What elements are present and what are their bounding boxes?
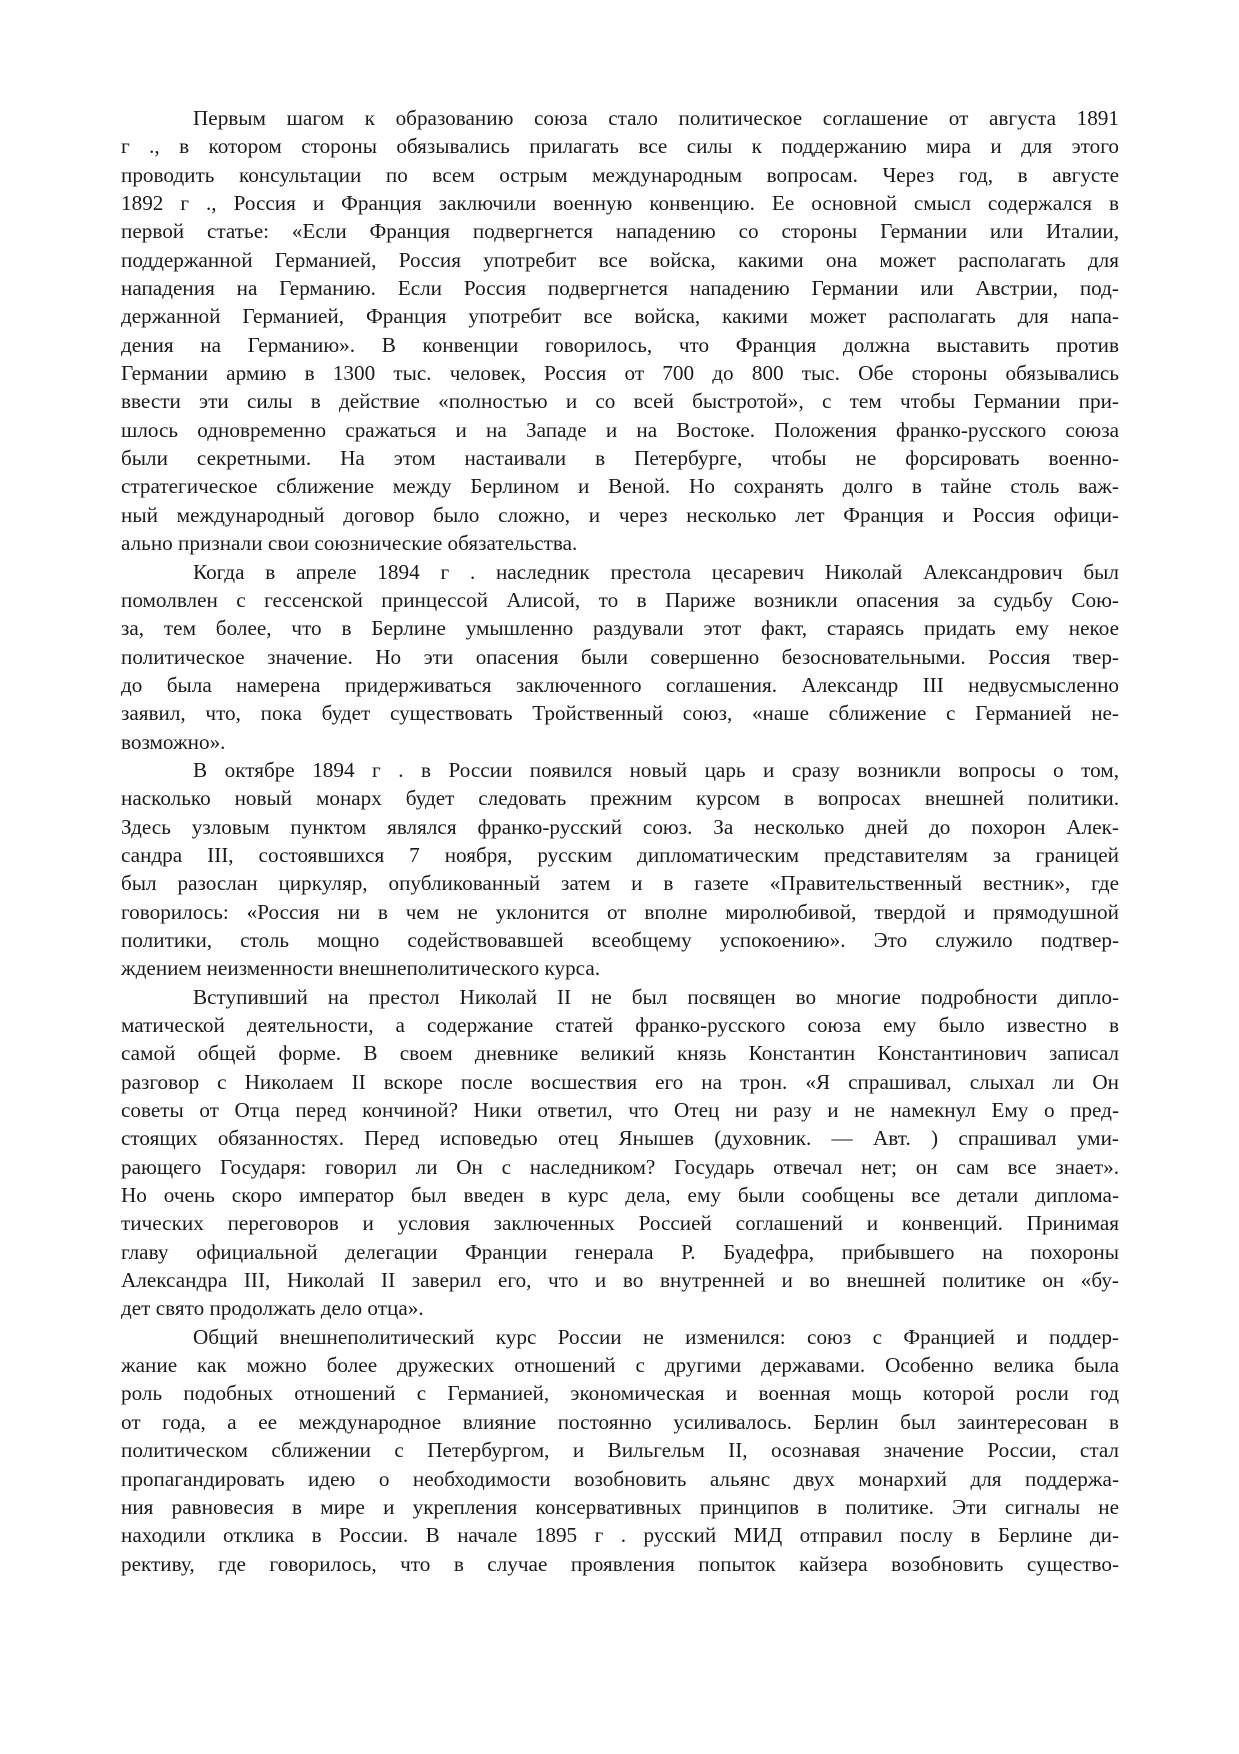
text-line: политическое значение. Но эти опасения были совершенно безосновательными. Россия твер- [121,644,1119,669]
text-line: Общий внешнеполитический курс России не изменился: союз с Францией и поддер- [193,1324,1119,1349]
text-line: Первым шагом к образованию союза стало политическое соглашение от августа 1891 [193,106,1119,130]
text-line: Вступивший на престол Николай II не был посвящен во многие подробности дипло- [193,984,1119,1009]
text-line: говорилось: «Россия ни в чем не уклонится от вполне миролюбивой, твердой и прямодушной [121,899,1119,924]
text-line: 1892 г ., Россия и Франция заключили военную конвенцию. Ее основной смысл содержался в [121,191,1119,216]
text-line: тических переговоров и условия заключенных Россией соглашений и конвенций. Принимая [121,1211,1119,1236]
text-line: насколько новый монарх будет следовать прежним курсом в вопросах внешней политики. [121,786,1119,811]
text-line: были секретными. На этом настаивали в Петербурге, чтобы не форсировать военно- [121,446,1119,471]
text-line: ждением неизменности внешнеполитического курса. [121,956,601,981]
paragraph-4 [121,983,1119,1323]
paragraph-1 [121,104,1119,558]
text-line: стоящих обязанностях. Перед исповедью отец Янышев (духовник. — Авт. ) спрашивал уми- [121,1126,1119,1151]
text-line: Когда в апреле 1894 г . наследник престола цесаревич Николай Александрович был [193,559,1119,584]
text-line: первой статье: «Если Франция подвергнется нападению со стороны Германии или Италии, [121,219,1119,244]
text-line: г ., в котором стороны обязывались прилагать все силы к поддержанию мира и для этого [121,134,1119,159]
text-line: находили отклика в России. В начале 1895 г . русский МИД отправил послу в Берлине ди- [121,1523,1119,1548]
text-line: дения на Германию». В конвенции говорилось, что Франция должна выставить против [121,332,1119,357]
text-line: советы от Отца перед кончиной? Ники ответил, что Отец ни разу и не намекнул Ему о пред- [121,1098,1119,1123]
text-line: В октябре 1894 г . в России появился новый царь и сразу возникли вопросы о том, [193,757,1119,782]
paragraph-3 [121,756,1119,983]
text-line: Александра III, Николай II заверил его, что и во внутренней и во внешней политике он «бу- [121,1268,1119,1293]
text-line: ально признали свои союзнические обязательства. [121,531,578,556]
text-line: проводить консультации по всем острым международным вопросам. Через год, в августе [121,162,1119,187]
text-line: поддержанной Германией, Россия употребит все войска, какими она может располагать для [121,247,1119,272]
text-line: главу официальной делегации Франции генерала Р. Буадефра, прибывшего на похороны [121,1239,1119,1264]
text-line: Германии армию в 1300 тыс. человек, Россия от 700 до 800 тыс. Обе стороны обязывались [121,361,1119,386]
text-line: самой общей форме. В своем дневнике великий князь Константин Константинович записал [121,1041,1119,1066]
text-line: шлось одновременно сражаться и на Западе и на Востоке. Положения франко-русского союза [121,417,1119,442]
paragraph-2 [121,558,1119,756]
text-line: роль подобных отношений с Германией, экономическая и военная мощь которой росли год [121,1381,1119,1406]
text-line: держанной Германией, Франция употребит все войска, какими может располагать для напа- [121,304,1119,329]
text-line: матической деятельности, а содержание статей франко-русского союза ему было известно в [121,1013,1119,1037]
text-line: ния равновесия в мире и укрепления консервативных принципов в политике. Эти сигналы не [121,1494,1119,1519]
document-page [121,104,1119,1578]
text-line: стратегическое сближение между Берлином и Веной. Но сохранять долго в тайне столь важ- [121,474,1119,499]
text-line: политики, столь мощно содействовавшей всеобщему успокоению». Это служило подтвер- [121,927,1119,952]
text-line: пропагандировать идею о необходимости возобновить альянс двух монархий для поддержа- [121,1466,1119,1491]
text-line: от года, а ее международное влияние постоянно усиливалось. Берлин был заинтересован в [121,1409,1119,1434]
text-line: рективу, где говорилось, что в случае проявления попыток кайзера возобновить существо- [121,1551,1119,1576]
text-line: политическом сближении с Петербургом, и Вильгельм II, осознавая значение России, стал [121,1438,1119,1463]
text-line: Но очень скоро император был введен в курс дела, ему были сообщены все детали диплома- [121,1183,1119,1208]
text-line: разговор с Николаем II вскоре после восшествия его на трон. «Я спрашивал, слыхал ли Он [121,1069,1119,1094]
text-line: до была намерена придерживаться заключенного соглашения. Александр III недвусмысленно [121,672,1119,697]
text-line: жание как можно более дружеских отношений с другими державами. Особенно велика была [121,1353,1119,1378]
text-line: рающего Государя: говорил ли Он с наследником? Государь отвечал нет; он сам все знает». [121,1154,1119,1179]
text-line: помолвлен с гессенской принцессой Алисой, то в Париже возникли опасения за судьбу Сою- [121,587,1119,612]
text-line: нападения на Германию. Если Россия подвергнется нападению Германии или Австрии, под- [121,276,1119,301]
text-line: дет свято продолжать дело отца». [121,1296,424,1321]
paragraph-5 [121,1323,1119,1578]
text-line: сандра III, состоявшихся 7 ноября, русским дипломатическим представителям за границей [121,842,1119,867]
text-line: за, тем более, что в Берлине умышленно раздували этот факт, стараясь придать ему некое [121,616,1119,641]
text-line: был разослан циркуляр, опубликованный затем и в газете «Правительственный вестник», где [121,871,1119,896]
text-line: ный международный договор было сложно, и через несколько лет Франция и Россия офици- [121,502,1119,527]
text-line: заявил, что, пока будет существовать Тройственный союз, «наше сближение с Германией не- [121,701,1119,726]
text-line: Здесь узловым пунктом являлся франко-русский союз. За несколько дней до похорон Алек- [121,814,1119,839]
text-line: ввести эти силы в действие «полностью и со всей быстротой», с тем чтобы Германии при- [121,389,1119,414]
text-line: возможно». [121,729,226,754]
